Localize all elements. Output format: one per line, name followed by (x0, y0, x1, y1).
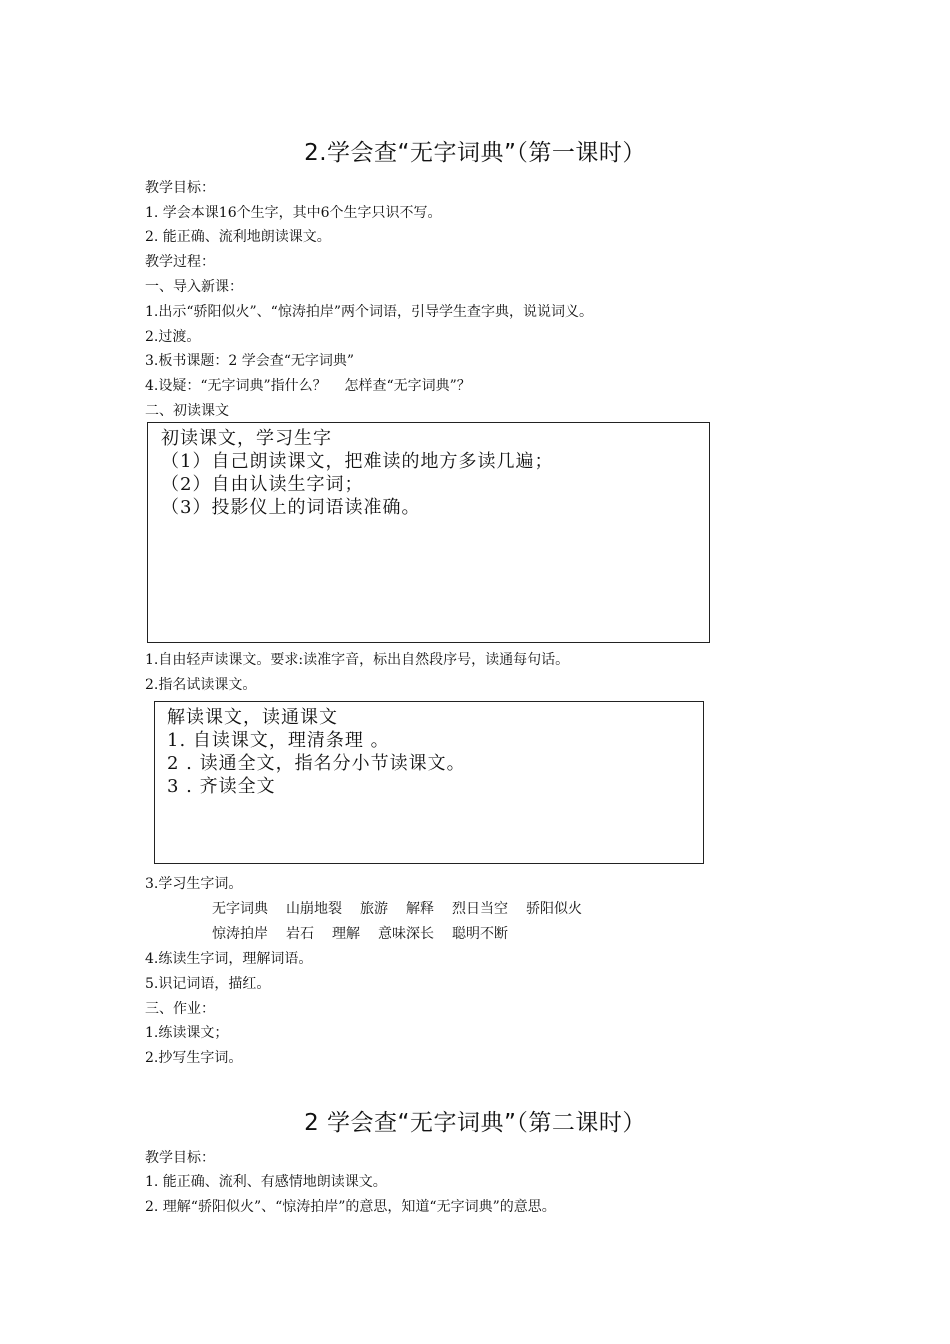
vocab-word: 理解 (332, 926, 360, 942)
vocab-word: 骄阳似火 (526, 901, 582, 917)
vocab-row-2 (212, 925, 526, 943)
part2-item-2: 2.指名试读课文。 (145, 677, 257, 693)
lesson2-goal-1: 1. 能正确、流利、有感情地朗读课文。 (145, 1174, 387, 1190)
vocab-word: 无字词典 (212, 901, 268, 917)
part2-heading: 二、初读课文 (145, 403, 229, 419)
box1-line-4: （3）投影仪上的词语读准确。 (161, 497, 421, 518)
reading-box-2 (154, 701, 704, 864)
vocab-word: 山崩地裂 (286, 901, 342, 917)
part1-item-1: 1.出示“骄阳似火”、“惊涛拍岸”两个词语，引导学生查字典，说说词义。 (145, 304, 593, 320)
vocab-word: 惊涛拍岸 (212, 926, 268, 942)
box2-line-2: 1. 自读课文，理清条理 。 (167, 730, 390, 751)
vocab-word: 岩石 (286, 926, 314, 942)
homework-1: 1.练读课文； (145, 1025, 229, 1041)
part3-heading: 三、作业： (145, 1001, 215, 1017)
vocab-word: 解释 (406, 901, 434, 917)
vocab-row-1 (212, 900, 600, 918)
lesson1-goals-heading: 教学目标： (145, 180, 215, 196)
box2-line-4: 3 . 齐读全文 (167, 776, 276, 797)
lesson2-title: 2 学会查“无字词典”（第二课时） (304, 1110, 646, 1136)
reading-box-1 (147, 422, 710, 643)
lesson2-goals-heading: 教学目标： (145, 1150, 215, 1166)
vocab-word: 旅游 (360, 901, 388, 917)
box2-line-3: 2 . 读通全文，指名分小节读课文。 (167, 753, 466, 774)
later-item-5: 5.识记词语，描红。 (145, 976, 271, 992)
lesson1-goal-2: 2. 能正确、流利地朗读课文。 (145, 229, 331, 245)
part1-item-4: 4.设疑：“无字词典”指什么？ 怎样查“无字词典”？ (145, 378, 471, 394)
vocab-word: 聪明不断 (452, 926, 508, 942)
box1-line-2: （1）自己朗读课文，把难读的地方多读几遍； (161, 451, 554, 472)
lesson2-goal-2: 2. 理解“骄阳似火”、“惊涛拍岸”的意思，知道“无字词典”的意思。 (145, 1199, 556, 1215)
box1-line-1: 初读课文，学习生字 (161, 428, 332, 449)
box1-line-3: （2）自由认读生字词； (161, 474, 364, 495)
lesson1-goal-1: 1. 学会本课16个生字，其中6个生字只识不写。 (145, 205, 442, 221)
later-item-4: 4.练读生字词，理解词语。 (145, 951, 313, 967)
study-item: 3.学习生字词。 (145, 876, 243, 892)
lesson1-title: 2.学会查“无字词典”（第一课时） (304, 140, 646, 166)
part1-item-2: 2.过渡。 (145, 329, 201, 345)
lesson1-process-heading: 教学过程： (145, 254, 215, 270)
part2-item-1: 1.自由轻声读课文。要求:读准字音，标出自然段序号，读通每句话。 (145, 652, 570, 668)
homework-2: 2.抄写生字词。 (145, 1050, 243, 1066)
vocab-word: 意味深长 (378, 926, 434, 942)
part1-heading: 一、导入新课： (145, 279, 243, 295)
vocab-word: 烈日当空 (452, 901, 508, 917)
box2-line-1: 解读课文，读通课文 (167, 707, 338, 728)
part1-item-3: 3.板书课题：2 学会查“无字词典” (145, 353, 355, 369)
